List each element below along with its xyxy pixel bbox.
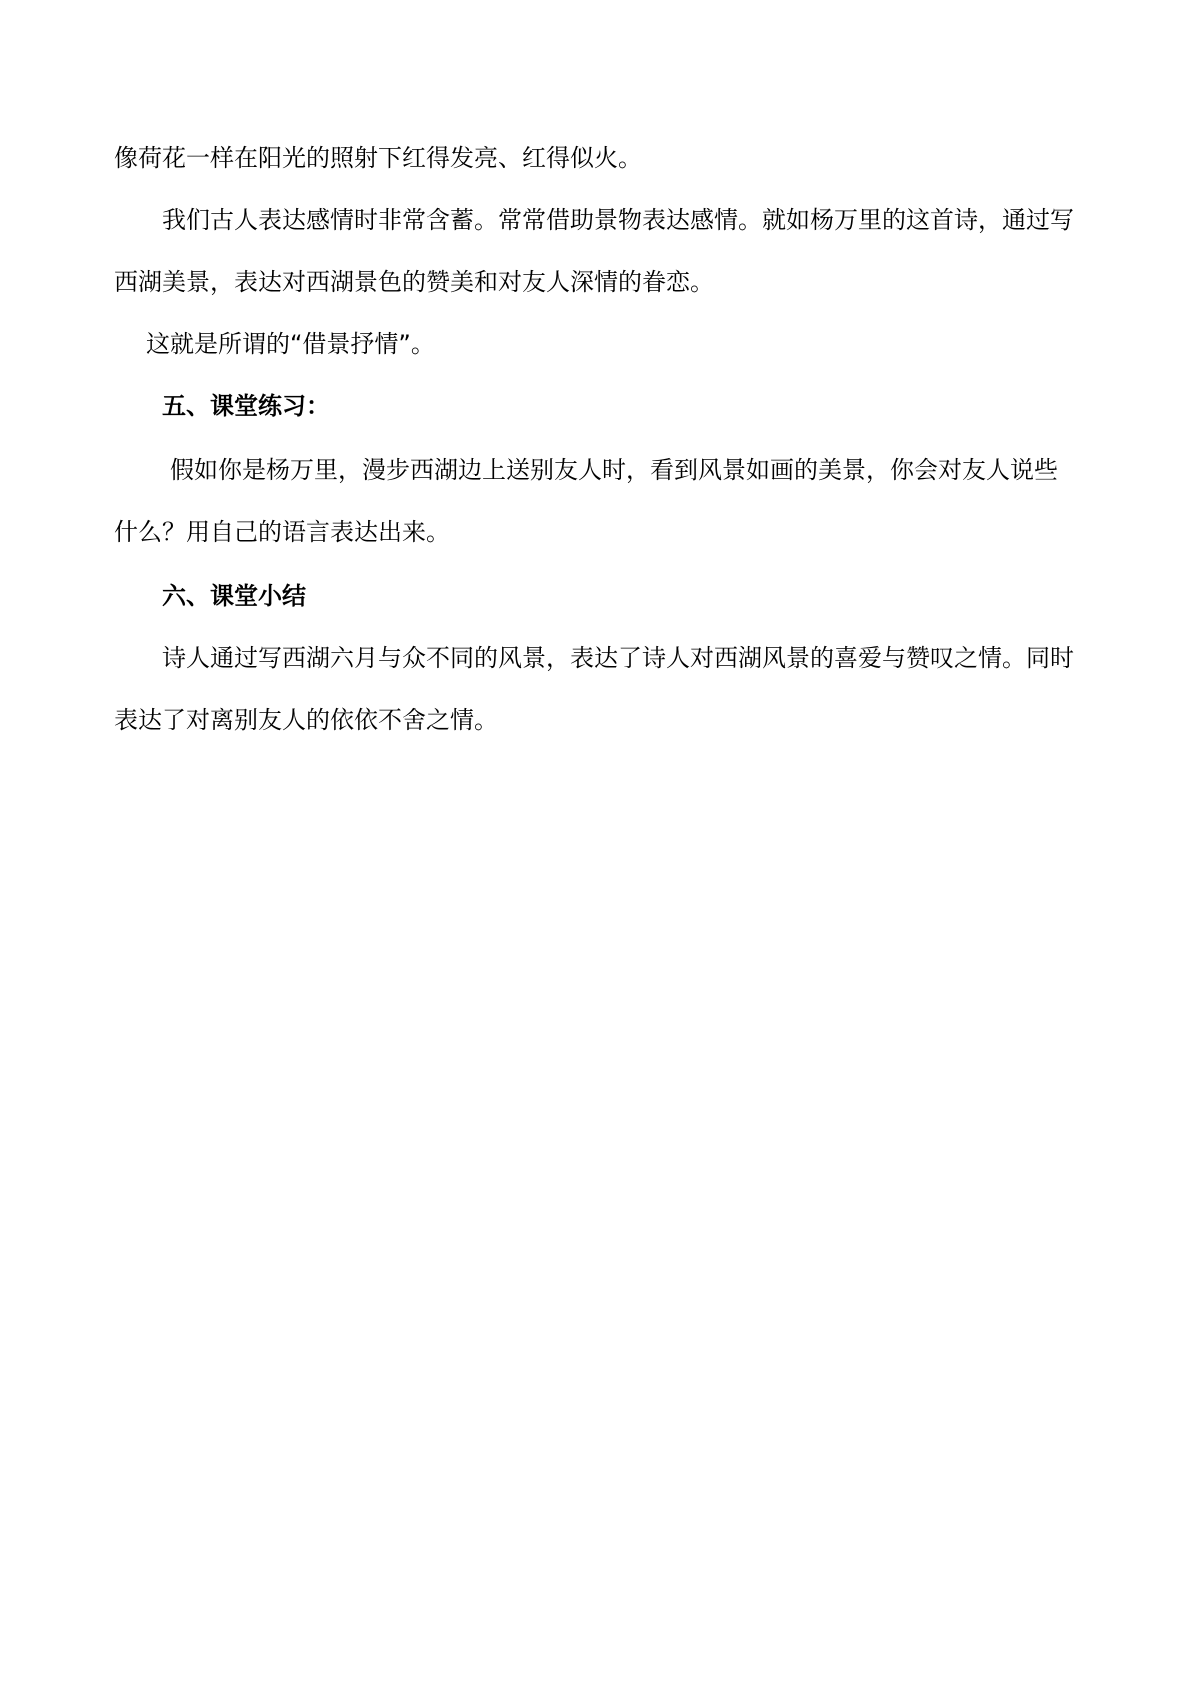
section-heading-summary: 六、课堂小结	[162, 582, 306, 610]
paragraph-continuation: 像荷花一样在阳光的照射下红得发亮、红得似火。	[114, 144, 642, 172]
paragraph-line: 表达了对离别友人的依依不舍之情。	[114, 706, 498, 734]
paragraph-line: 假如你是杨万里，漫步西湖边上送别友人时，看到风景如画的美景，你会对友人说些	[170, 456, 1058, 484]
paragraph-line: 什么？用自己的语言表达出来。	[114, 518, 450, 546]
paragraph-line: 我们古人表达感情时非常含蓄。常常借助景物表达感情。就如杨万里的这首诗，通过写	[162, 206, 1074, 234]
section-heading-practice: 五、课堂练习：	[162, 392, 330, 420]
paragraph-line: 诗人通过写西湖六月与众不同的风景，表达了诗人对西湖风景的喜爱与赞叹之情。同时	[162, 644, 1074, 672]
paragraph-line: 西湖美景，表达对西湖景色的赞美和对友人深情的眷恋。	[114, 268, 714, 296]
paragraph-line: 这就是所谓的“借景抒情”。	[146, 330, 435, 358]
